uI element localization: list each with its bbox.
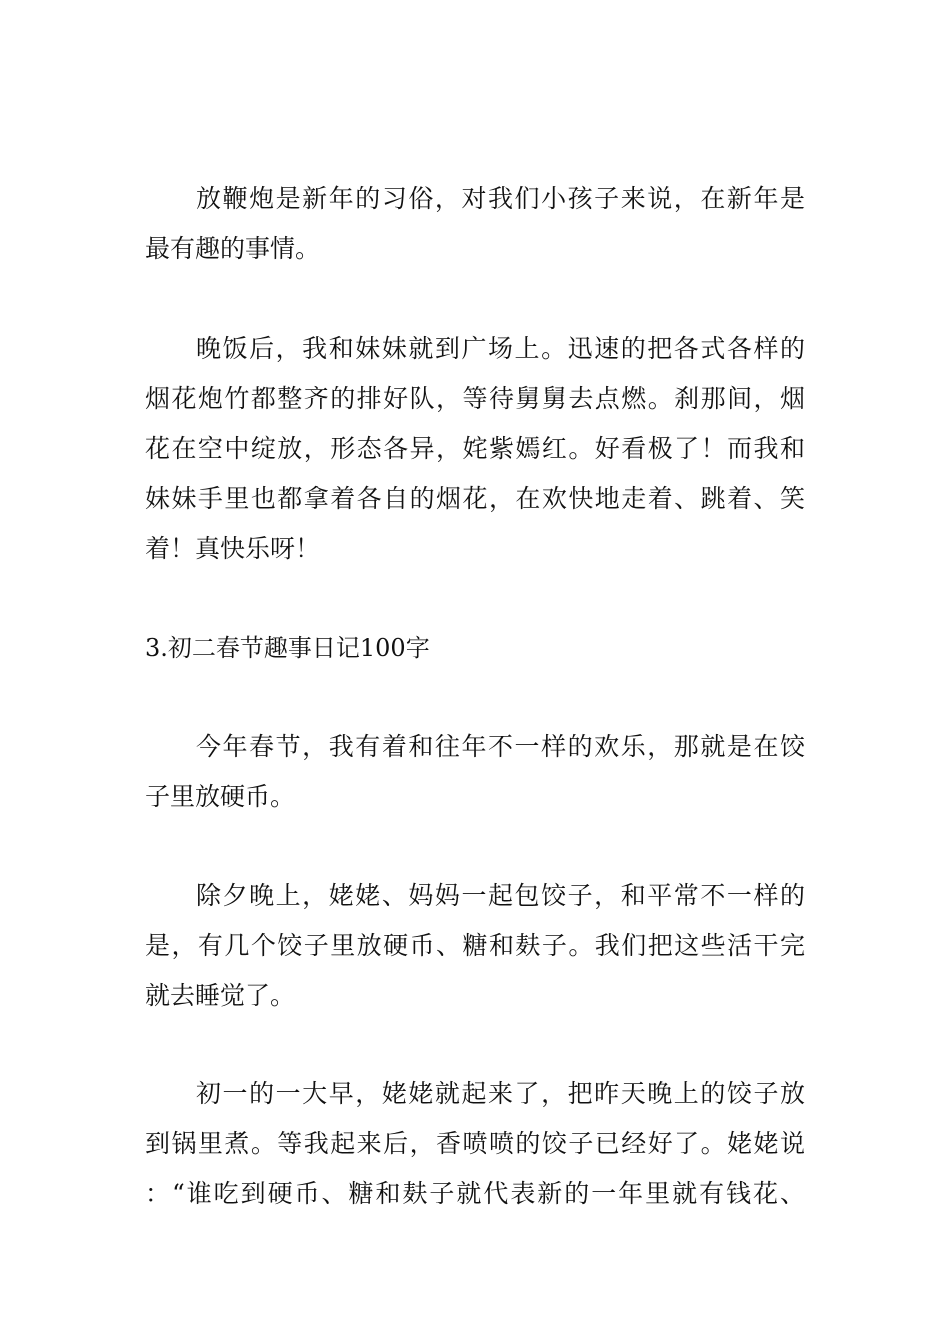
paragraph-line: ：“谁吃到硬币、糖和麸子就代表新的一年里就有钱花、 (145, 1179, 805, 1208)
paragraph-line: 妹妹手里也都拿着各自的烟花，在欢快地走着、跳着、笑 (145, 484, 805, 513)
paragraph-line: 到锅里煮。等我起来后，香喷喷的饺子已经好了。姥姥说 (145, 1129, 805, 1158)
section-heading: 3.初二春节趣事日记100字 (145, 634, 430, 662)
paragraph-line: 是，有几个饺子里放硬币、糖和麸子。我们把这些活干完 (145, 931, 805, 960)
paragraph-line: 就去睡觉了。 (145, 981, 296, 1010)
paragraph-line: 今年春节，我有着和往年不一样的欢乐，那就是在饺 (196, 732, 805, 761)
paragraph-line: 最有趣的事情。 (145, 234, 321, 263)
paragraph-line: 晚饭后，我和妹妹就到广场上。迅速的把各式各样的 (196, 334, 805, 363)
paragraph-line: 放鞭炮是新年的习俗，对我们小孩子来说，在新年是 (196, 184, 805, 213)
paragraph-line: 初一的一大早，姥姥就起来了，把昨天晚上的饺子放 (196, 1079, 805, 1108)
paragraph-line: 除夕晚上，姥姥、妈妈一起包饺子，和平常不一样的 (196, 881, 805, 910)
paragraph-line: 子里放硬币。 (145, 782, 296, 811)
paragraph-line: 着！真快乐呀！ (145, 534, 321, 563)
paragraph-line: 花在空中绽放，形态各异，姹紫嫣红。好看极了！而我和 (145, 434, 805, 463)
paragraph-line: 烟花炮竹都整齐的排好队，等待舅舅去点燃。刹那间，烟 (145, 384, 805, 413)
